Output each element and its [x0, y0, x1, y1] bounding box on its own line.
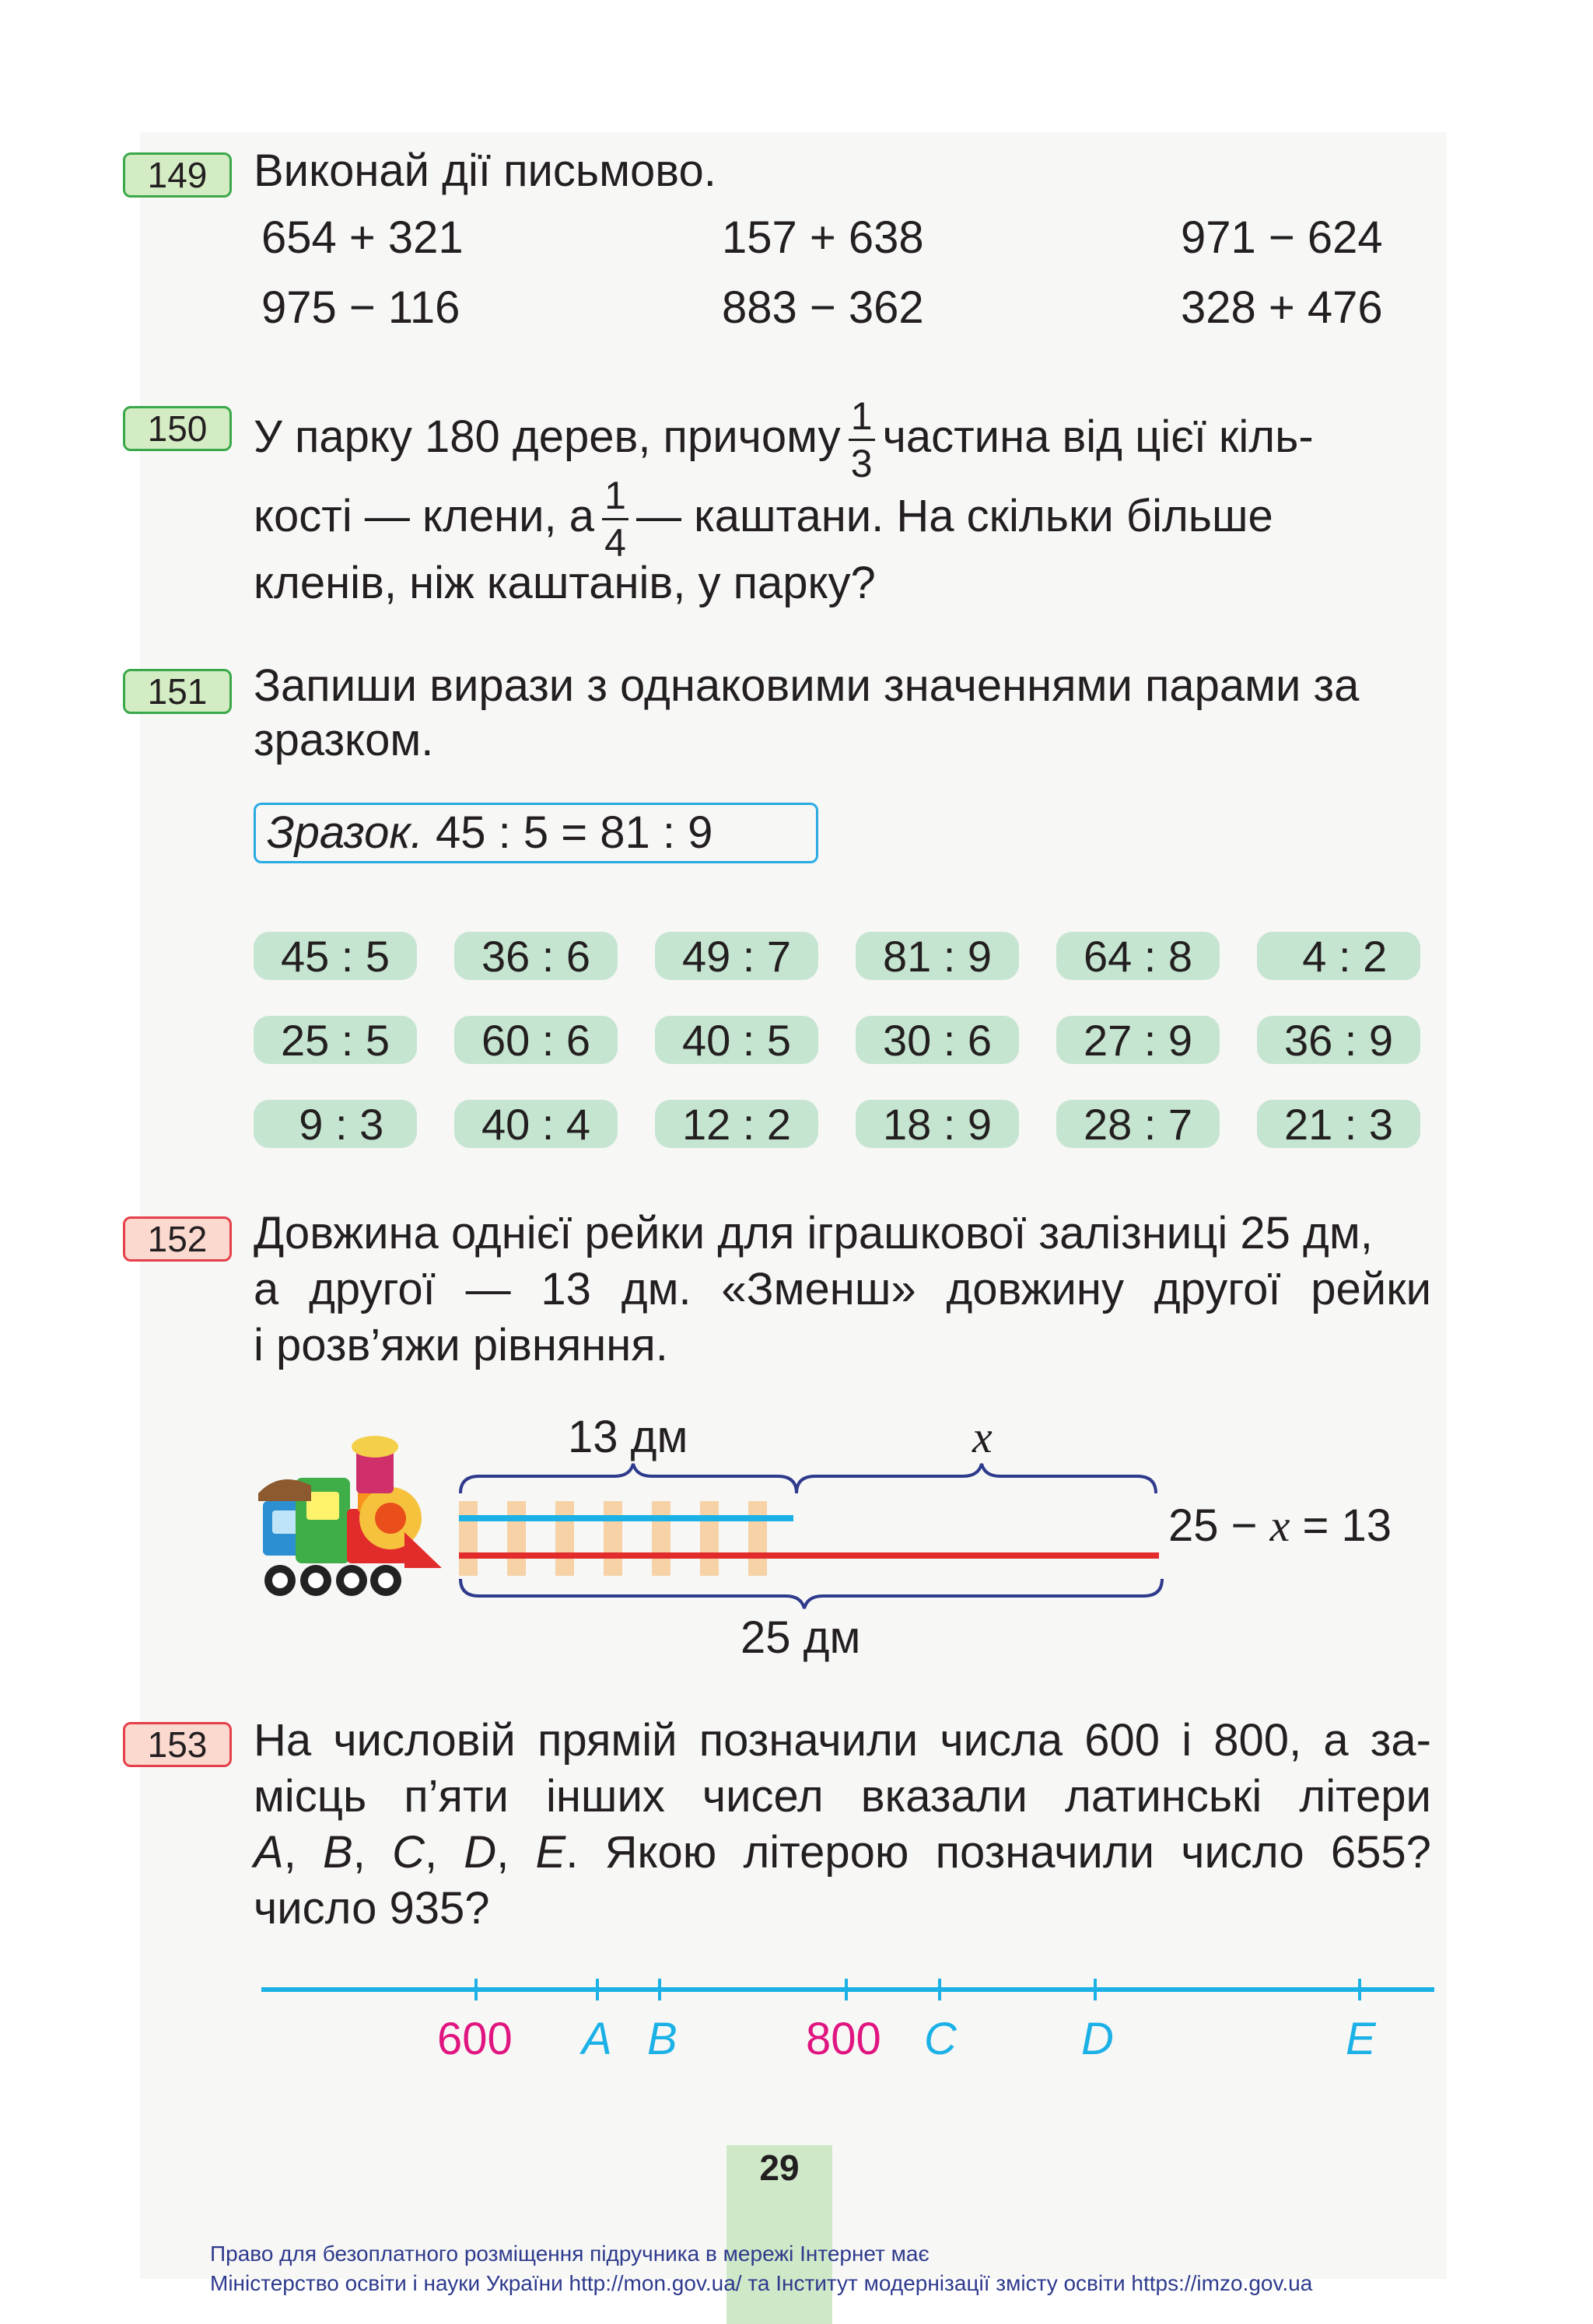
expression-pill: 18 : 9 — [856, 1100, 1019, 1148]
expression-pill: 27 : 9 — [1056, 1016, 1220, 1064]
label-x: x — [972, 1412, 993, 1462]
expression: 883 − 362 — [722, 282, 924, 333]
fraction-one-fourth: $\frac{1}{4}$ — [602, 476, 628, 562]
axis-label-D: D — [1081, 2014, 1114, 2064]
axis-label-E: E — [1346, 2014, 1376, 2064]
fraction-one-third: $\frac{1}{3}$ — [849, 397, 875, 483]
expression-pill: 36 : 9 — [1257, 1016, 1420, 1064]
expression-pill: 60 : 6 — [454, 1016, 618, 1064]
expression-pill: 36 : 6 — [454, 932, 618, 980]
expression-pill: 45 : 5 — [254, 932, 417, 980]
expression-pill: 4 : 2 — [1257, 932, 1420, 980]
axis-label-B: B — [647, 2014, 677, 2064]
expression-pill: 28 : 7 — [1056, 1100, 1220, 1148]
expression-pill: 12 : 2 — [655, 1100, 818, 1148]
task-153-line-4: число 935? — [254, 1883, 490, 1934]
brace-25dm — [460, 1579, 1162, 1608]
expression: 971 − 624 — [1181, 212, 1383, 263]
label-25dm: 25 дм — [740, 1612, 861, 1663]
task-number-152: 152 — [123, 1216, 232, 1262]
brace-x — [796, 1464, 1156, 1493]
task-151-line-1: Запиши вирази з однаковими значеннями парами за — [254, 660, 1360, 711]
task-150-line-3: кленів, ніж каштанів, у парку? — [254, 558, 876, 608]
expression-pill: 40 : 5 — [655, 1016, 818, 1064]
footer-line-1: Право для безоплатного розміщення підручника в мережі Інтернет має — [210, 2242, 930, 2266]
sample-box: Зразок. 45 : 5 = 81 : 9 — [254, 803, 818, 863]
task-149-instruction: Виконай дії письмово. — [254, 145, 716, 196]
task-153-line-1: На числовій прямій позначили числа 600 і 800, а за- — [254, 1715, 1431, 1766]
page-number: 29 — [759, 2147, 800, 2188]
expression: 654 + 321 — [261, 212, 464, 263]
rail-25dm — [459, 1552, 1159, 1559]
expression-pill: 30 : 6 — [856, 1016, 1019, 1064]
task-number-149: 149 — [123, 152, 232, 198]
train-rails-diagram — [249, 1416, 1229, 1664]
expression-pill: 40 : 4 — [454, 1100, 618, 1148]
axis-label-600: 600 — [437, 2014, 513, 2064]
axis-label-A: A — [582, 2014, 612, 2064]
label-13dm: 13 дм — [568, 1412, 688, 1462]
task-number-151: 151 — [123, 669, 232, 714]
number-line — [257, 1968, 1439, 2014]
expression: 157 + 638 — [722, 212, 924, 263]
expression-pill: 81 : 9 — [856, 932, 1019, 980]
task-153-line-3: A, B, C, D, E. Якою літерою позначили число 655? — [254, 1827, 1431, 1878]
task-number-153: 153 — [123, 1722, 232, 1767]
task-150-line-1: У парку 180 дерев, причому $\frac{1}{3}$ частина від цієї кіль- — [254, 394, 1314, 485]
expression: 975 − 116 — [261, 282, 460, 333]
expression-pill: 49 : 7 — [655, 932, 818, 980]
task-152-line-1: Довжина однієї рейки для іграшкової залізниці 25 дм, — [254, 1208, 1373, 1258]
expression-pill: 9 : 3 — [254, 1100, 417, 1148]
task-152-line-3: і розв’яжи рівняння. — [254, 1320, 668, 1370]
equation: 25 − x = 13 — [1168, 1500, 1392, 1551]
expression: 328 + 476 — [1181, 282, 1383, 333]
task-152-line-2: а другої — 13 дм. «Зменш» довжину другої рейки — [254, 1264, 1431, 1314]
footer-line-2: Міністерство освіти і науки України http://mon.gov.ua/ та Інститут модернізації змісту освіти https://imzo.gov.ua — [210, 2271, 1313, 2295]
task-151-line-2: зразком. — [254, 715, 434, 765]
task-153-line-2: місць п’яти інших чисел вказали латинські літери — [254, 1771, 1431, 1822]
rail-13dm — [459, 1515, 793, 1521]
axis-label-800: 800 — [806, 2014, 881, 2064]
task-number-150: 150 — [123, 406, 232, 451]
expression-pill: 25 : 5 — [254, 1016, 417, 1064]
axis-label-C: C — [924, 2014, 957, 2064]
expression-pill: 64 : 8 — [1056, 932, 1220, 980]
expression-pill: 21 : 3 — [1257, 1100, 1420, 1148]
toy-train-icon — [258, 1436, 442, 1596]
rail-ties — [459, 1501, 767, 1576]
task-150-line-2: кості — клени, а $\frac{1}{4}$ — каштани. На скільки більше — [254, 474, 1273, 565]
brace-13dm — [460, 1464, 796, 1493]
